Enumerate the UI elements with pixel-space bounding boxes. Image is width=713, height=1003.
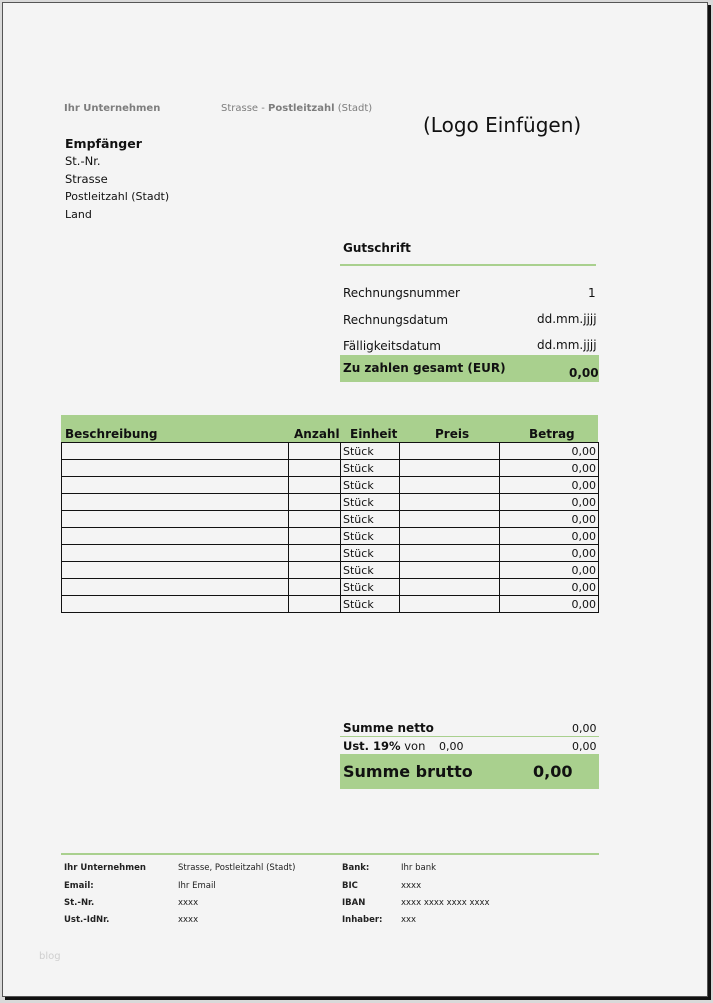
table-row bbox=[62, 545, 599, 562]
invoice-number-label: Rechnungsnummer bbox=[343, 286, 460, 300]
table-row bbox=[62, 528, 599, 545]
footer-bank-label: Bank: bbox=[342, 863, 370, 873]
cell-quantity[interactable] bbox=[289, 562, 341, 579]
cell-price[interactable] bbox=[400, 511, 500, 528]
cell-quantity[interactable] bbox=[289, 494, 341, 511]
total-due-value: 0,00 bbox=[569, 366, 599, 380]
cell-amount[interactable]: 0,00 bbox=[500, 494, 599, 511]
cell-quantity[interactable] bbox=[289, 511, 341, 528]
vat-of: von bbox=[400, 739, 426, 753]
vat-value: 0,00 bbox=[572, 740, 597, 753]
invoice-date-value: dd.mm.jjjj bbox=[537, 312, 597, 326]
vat-label bbox=[343, 739, 425, 753]
footer-company-address: Strasse, Postleitzahl (Stadt) bbox=[178, 863, 296, 873]
sender-city: (Stadt) bbox=[334, 103, 373, 114]
footer-vat-id-label: Ust.-IdNr. bbox=[64, 915, 110, 925]
cell-description[interactable] bbox=[62, 477, 289, 494]
cell-quantity[interactable] bbox=[289, 596, 341, 613]
cell-unit[interactable]: Stück bbox=[341, 511, 400, 528]
cell-unit[interactable]: Stück bbox=[341, 443, 400, 460]
cell-unit[interactable]: Stück bbox=[341, 596, 400, 613]
recipient-title: Empfänger bbox=[65, 136, 142, 151]
cell-price[interactable] bbox=[400, 443, 500, 460]
total-due-label: Zu zahlen gesamt (EUR) bbox=[343, 361, 506, 375]
recipient-tax-number: St.-Nr. bbox=[65, 154, 101, 168]
cell-description[interactable] bbox=[62, 494, 289, 511]
recipient-street: Strasse bbox=[65, 172, 108, 186]
col-quantity: Anzahl bbox=[294, 427, 340, 441]
sender-address bbox=[221, 103, 372, 114]
cell-quantity[interactable] bbox=[289, 460, 341, 477]
document-type: Gutschrift bbox=[343, 241, 411, 255]
cell-price[interactable] bbox=[400, 477, 500, 494]
cell-quantity[interactable] bbox=[289, 528, 341, 545]
cell-price[interactable] bbox=[400, 596, 500, 613]
cell-description[interactable] bbox=[62, 460, 289, 477]
cell-price[interactable] bbox=[400, 579, 500, 596]
recipient-country: Land bbox=[65, 208, 92, 221]
col-price: Preis bbox=[435, 427, 470, 441]
cell-unit[interactable]: Stück bbox=[341, 460, 400, 477]
cell-description[interactable] bbox=[62, 511, 289, 528]
col-unit: Einheit bbox=[350, 427, 398, 441]
cell-price[interactable] bbox=[400, 460, 500, 477]
footer-email-label: Email: bbox=[64, 881, 94, 891]
cell-amount[interactable]: 0,00 bbox=[500, 579, 599, 596]
footer-bic-value: xxxx bbox=[401, 881, 422, 891]
footer-iban-label: IBAN bbox=[342, 898, 366, 908]
table-row bbox=[62, 579, 599, 596]
cell-quantity[interactable] bbox=[289, 443, 341, 460]
cell-unit[interactable]: Stück bbox=[341, 528, 400, 545]
cell-amount[interactable]: 0,00 bbox=[500, 545, 599, 562]
cell-amount[interactable]: 0,00 bbox=[500, 443, 599, 460]
sender-company: Ihr Unternehmen bbox=[64, 103, 161, 114]
cell-amount[interactable]: 0,00 bbox=[500, 528, 599, 545]
cell-description[interactable] bbox=[62, 545, 289, 562]
cell-unit[interactable]: Stück bbox=[341, 494, 400, 511]
sender-street: Strasse - bbox=[221, 103, 269, 114]
cell-amount[interactable]: 0,00 bbox=[500, 596, 599, 613]
footer-divider bbox=[61, 853, 599, 855]
gross-total-value: 0,00 bbox=[533, 762, 573, 781]
net-underline bbox=[340, 736, 599, 737]
footer-iban-value: xxxx xxxx xxxx xxxx bbox=[401, 898, 490, 908]
table-row bbox=[62, 460, 599, 477]
footer-vat-id-value: xxxx bbox=[178, 915, 199, 925]
table-row bbox=[62, 443, 599, 460]
table-row bbox=[62, 511, 599, 528]
net-total-label: Summe netto bbox=[343, 721, 434, 735]
cell-unit[interactable]: Stück bbox=[341, 545, 400, 562]
cell-unit[interactable]: Stück bbox=[341, 562, 400, 579]
cell-price[interactable] bbox=[400, 562, 500, 579]
col-description: Beschreibung bbox=[65, 427, 158, 441]
items-table bbox=[61, 442, 599, 613]
footer-email-value: Ihr Email bbox=[178, 881, 216, 891]
table-row bbox=[62, 477, 599, 494]
cell-amount[interactable]: 0,00 bbox=[500, 511, 599, 528]
cell-amount[interactable]: 0,00 bbox=[500, 460, 599, 477]
cell-description[interactable] bbox=[62, 562, 289, 579]
invoice-date-label: Rechnungsdatum bbox=[343, 313, 449, 327]
logo-placeholder: (Logo Einfügen) bbox=[423, 113, 582, 137]
footer-tax-number-label: St.-Nr. bbox=[64, 898, 95, 908]
watermark: blog bbox=[39, 951, 61, 962]
invoice-number-value: 1 bbox=[588, 286, 596, 300]
cell-amount[interactable]: 0,00 bbox=[500, 562, 599, 579]
cell-unit[interactable]: Stück bbox=[341, 579, 400, 596]
cell-quantity[interactable] bbox=[289, 477, 341, 494]
cell-price[interactable] bbox=[400, 494, 500, 511]
cell-amount[interactable]: 0,00 bbox=[500, 477, 599, 494]
table-row bbox=[62, 562, 599, 579]
cell-description[interactable] bbox=[62, 579, 289, 596]
divider-line bbox=[340, 264, 596, 266]
footer-bic-label: BIC bbox=[342, 881, 358, 891]
footer-tax-number-value: xxxx bbox=[178, 898, 199, 908]
cell-price[interactable] bbox=[400, 528, 500, 545]
vat-rate: Ust. 19% bbox=[343, 739, 401, 753]
cell-quantity[interactable] bbox=[289, 545, 341, 562]
table-row bbox=[62, 494, 599, 511]
cell-description[interactable] bbox=[62, 596, 289, 613]
footer-holder-label: Inhaber: bbox=[342, 915, 383, 925]
cell-price[interactable] bbox=[400, 545, 500, 562]
due-date-value: dd.mm.jjjj bbox=[537, 338, 597, 352]
net-total-value: 0,00 bbox=[572, 722, 597, 735]
cell-unit[interactable]: Stück bbox=[341, 477, 400, 494]
footer-holder-value: xxx bbox=[401, 915, 417, 925]
recipient-zip-city: Postleitzahl (Stadt) bbox=[65, 190, 170, 203]
table-row bbox=[62, 596, 599, 613]
due-date-label: Fälligkeitsdatum bbox=[343, 339, 441, 353]
sender-zip: Postleitzahl bbox=[268, 103, 335, 114]
cell-quantity[interactable] bbox=[289, 579, 341, 596]
col-amount: Betrag bbox=[529, 427, 575, 441]
footer-company-label: Ihr Unternehmen bbox=[64, 863, 146, 873]
gross-total-label: Summe brutto bbox=[343, 762, 473, 781]
footer-bank-value: Ihr bank bbox=[401, 863, 437, 873]
vat-base-value: 0,00 bbox=[439, 740, 464, 753]
cell-description[interactable] bbox=[62, 443, 289, 460]
items-table-header bbox=[61, 415, 598, 442]
cell-description[interactable] bbox=[62, 528, 289, 545]
